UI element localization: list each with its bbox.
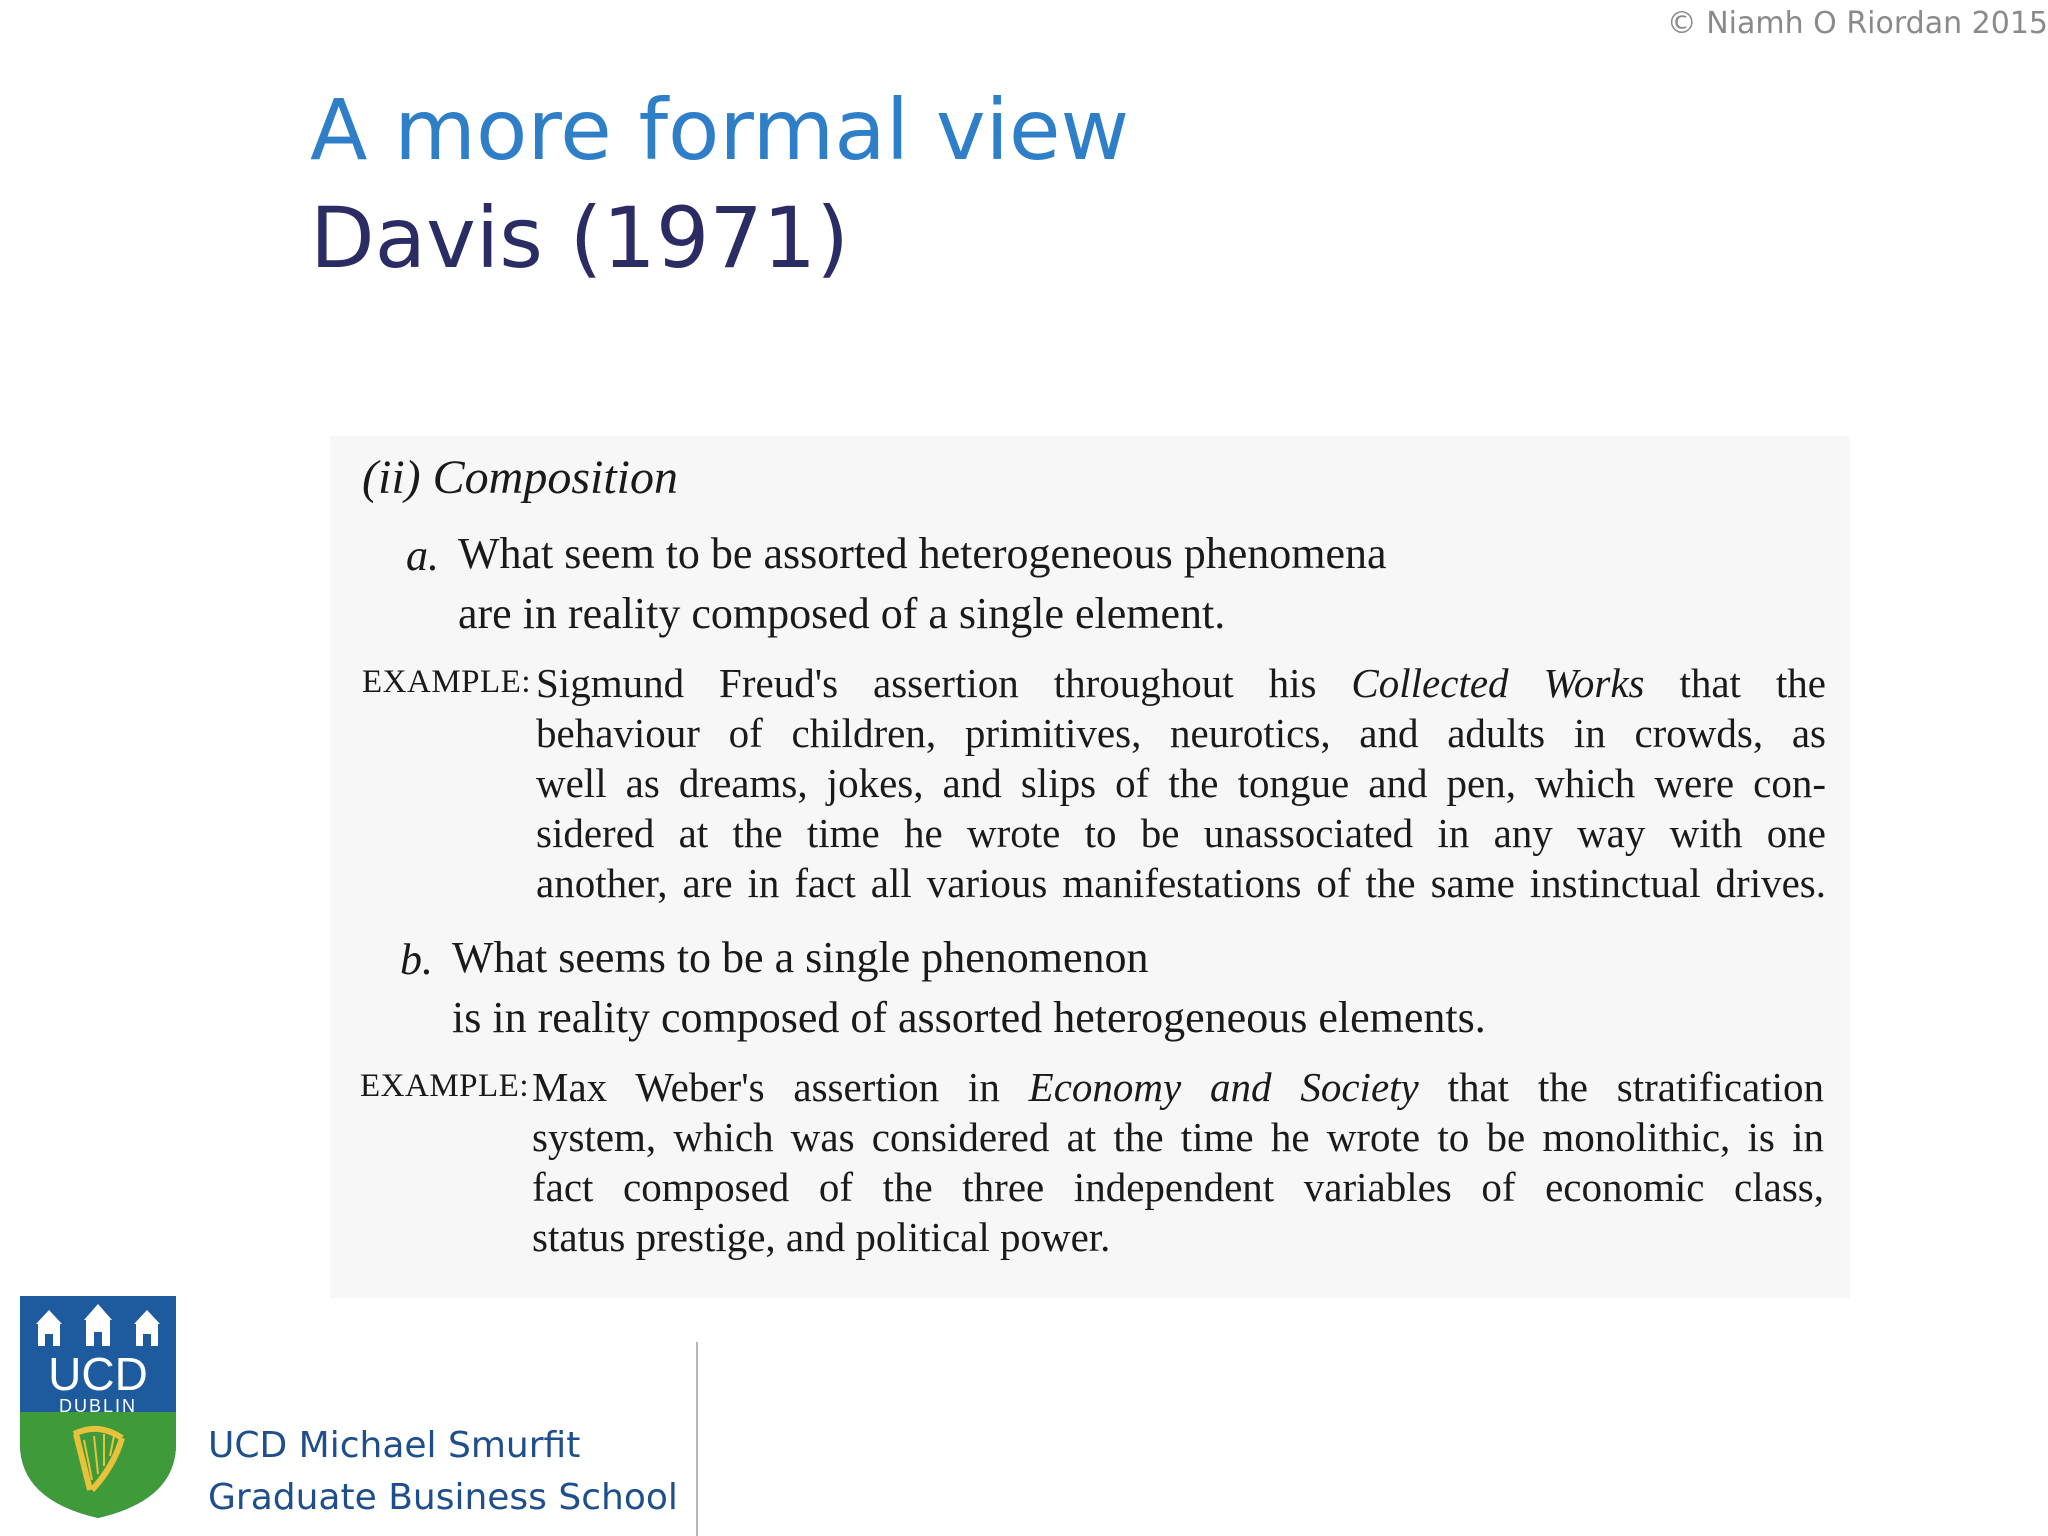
example-1-line-1-start: Sigmund Freud's assertion throughout his xyxy=(536,660,1317,706)
example-2-line-2: system, which was considered at the time he wrote to be monolithic, is in xyxy=(532,1114,1824,1160)
example-1-line-4: sidered at the time he wrote to be unassociated in any way with one xyxy=(536,810,1826,856)
example-2-line-1-start: Max Weber's assertion in xyxy=(532,1064,1000,1110)
school-name-line-2: Graduate Business School xyxy=(208,1477,678,1518)
excerpt-heading xyxy=(362,450,678,505)
logo-dublin-text: DUBLIN xyxy=(58,1396,138,1416)
slide-subtitle: Davis (1971) xyxy=(310,189,849,287)
item-b-letter: b. xyxy=(400,935,433,984)
footer-divider xyxy=(696,1342,698,1536)
example-2-line-1-end: that the stratification xyxy=(1447,1064,1824,1110)
logo-ucd-text: UCD xyxy=(48,1348,148,1400)
economy-and-society-title: Economy and Society xyxy=(1028,1064,1419,1110)
example-1-line-5: another, are in fact all various manifestations of the same instinctual drives. xyxy=(536,860,1826,906)
harp-shield-icon xyxy=(18,1294,178,1520)
example-2-text xyxy=(532,1062,1824,1262)
collected-works-title: Collected Works xyxy=(1351,660,1645,706)
excerpt-heading-text: Composition xyxy=(432,451,679,504)
item-a-line-2: are in reality composed of a single element. xyxy=(458,589,1226,638)
scanned-excerpt xyxy=(330,436,1850,1298)
example-1-text xyxy=(536,658,1826,908)
item-b-line-1: What seems to be a single phenomenon xyxy=(452,933,1149,982)
excerpt-heading-number: (ii) xyxy=(362,451,421,504)
example-1-line-2: behaviour of children, primitives, neurotics, and adults in crowds, as xyxy=(536,710,1826,756)
slide-title: A more formal view xyxy=(310,81,1130,179)
copyright-notice: © Niamh O Riordan 2015 xyxy=(1666,6,2048,41)
item-b-line-2: is in reality composed of assorted heterogeneous elements. xyxy=(452,993,1486,1042)
example-1-line-1-end: that the xyxy=(1679,660,1826,706)
example-2-label: EXAMPLE: xyxy=(360,1068,529,1104)
item-a-letter: a. xyxy=(406,531,439,580)
example-2-line-3: fact composed of the three independent variables of economic class, xyxy=(532,1164,1824,1210)
school-name-line-1: UCD Michael Smurfit xyxy=(208,1425,581,1466)
example-1-line-3: well as dreams, jokes, and slips of the tongue and pen, which were con- xyxy=(536,760,1826,806)
school-name xyxy=(208,1420,678,1524)
example-1-label: EXAMPLE: xyxy=(362,664,531,700)
example-2-line-1 xyxy=(532,1062,1824,1112)
example-1-line-1 xyxy=(536,658,1826,708)
ucd-dublin-logo xyxy=(18,1294,178,1524)
example-2-line-4: status prestige, and political power. xyxy=(532,1214,1111,1260)
item-a-line-1: What seem to be assorted heterogeneous phenomena xyxy=(458,529,1387,578)
